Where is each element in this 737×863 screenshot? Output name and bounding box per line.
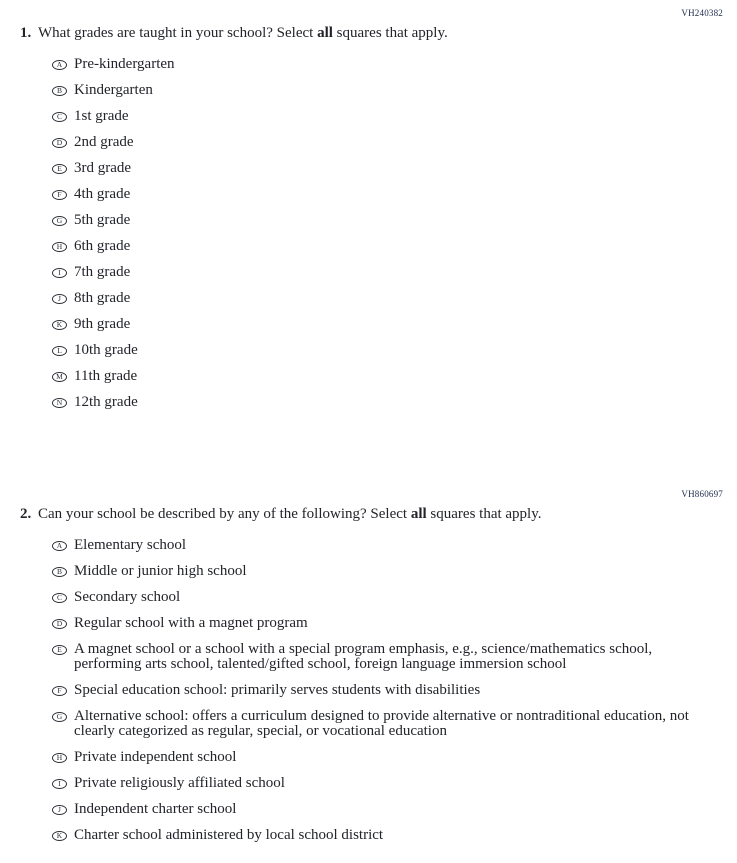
option-letter: C xyxy=(56,593,62,603)
oval-checkbox-icon[interactable] xyxy=(52,541,67,551)
option-label: Charter school administered by local school district xyxy=(74,827,384,843)
checkbox-option[interactable] xyxy=(52,776,723,791)
checkbox-option[interactable] xyxy=(52,83,723,98)
option-letter: A xyxy=(56,541,63,551)
option-label: Alternative school: offers a curriculum designed to provide alternative or nontraditional education, not clearly categorized as regular, special, or vocational education xyxy=(74,708,689,739)
option-letter: J xyxy=(58,294,61,304)
question-prompt xyxy=(20,506,723,522)
oval-checkbox-icon[interactable] xyxy=(52,805,67,815)
option-label: Pre-kindergarten xyxy=(74,56,175,72)
oval-checkbox-icon[interactable] xyxy=(52,779,67,789)
option-letter: K xyxy=(56,831,63,841)
question-prompt xyxy=(20,25,723,41)
checkbox-option[interactable] xyxy=(52,802,723,817)
option-letter: N xyxy=(56,398,63,408)
option-label: 11th grade xyxy=(74,368,138,384)
checkbox-option[interactable] xyxy=(52,291,723,306)
checkbox-option[interactable] xyxy=(52,538,723,553)
option-letter: I xyxy=(58,779,61,789)
oval-checkbox-icon[interactable] xyxy=(52,112,67,122)
option-label: A magnet school or a school with a special program emphasis, e.g., science/mathematics school, performing arts school, talented/gifted school, foreign language immersion school xyxy=(74,641,653,672)
checkbox-option[interactable] xyxy=(52,343,723,358)
option-label: 7th grade xyxy=(74,264,131,280)
question-text-after: squares that apply. xyxy=(332,25,448,41)
option-letter: D xyxy=(56,619,63,629)
option-letter: G xyxy=(56,216,63,226)
question-text-before: Can your school be described by any of the following? Select xyxy=(38,506,411,522)
oval-checkbox-icon[interactable] xyxy=(52,712,67,722)
option-label: Secondary school xyxy=(74,589,181,605)
checkbox-option[interactable] xyxy=(52,187,723,202)
checkbox-option[interactable] xyxy=(52,369,723,384)
option-label: 12th grade xyxy=(74,394,138,410)
option-label: 5th grade xyxy=(74,212,131,228)
question-number: 1. xyxy=(20,25,32,41)
option-letter: D xyxy=(56,138,63,148)
question-text-bold: all xyxy=(317,25,333,41)
checkbox-option[interactable] xyxy=(52,590,723,605)
oval-checkbox-icon[interactable] xyxy=(52,593,67,603)
oval-checkbox-icon[interactable] xyxy=(52,320,67,330)
option-letter: H xyxy=(56,753,63,763)
checkbox-option[interactable] xyxy=(52,828,723,843)
option-letter: J xyxy=(58,805,61,815)
oval-checkbox-icon[interactable] xyxy=(52,138,67,148)
option-letter: H xyxy=(56,242,63,252)
item-code: VH240382 xyxy=(681,8,723,18)
question-text xyxy=(38,25,448,41)
item-code: VH860697 xyxy=(681,489,723,499)
question-text-before: What grades are taught in your school? Select xyxy=(38,25,318,41)
option-letter: F xyxy=(57,686,62,696)
oval-checkbox-icon[interactable] xyxy=(52,294,67,304)
question-text xyxy=(38,506,542,522)
option-letter: F xyxy=(57,190,62,200)
checkbox-option[interactable] xyxy=(52,616,723,631)
oval-checkbox-icon[interactable] xyxy=(52,753,67,763)
option-label: Regular school with a magnet program xyxy=(74,615,308,631)
checkbox-option[interactable] xyxy=(52,239,723,254)
oval-checkbox-icon[interactable] xyxy=(52,346,67,356)
option-letter: I xyxy=(58,268,61,278)
option-letter: K xyxy=(56,320,63,330)
checkbox-option[interactable] xyxy=(52,750,723,765)
question-text-after: squares that apply. xyxy=(426,506,542,522)
question-1-block xyxy=(20,8,723,410)
oval-checkbox-icon[interactable] xyxy=(52,619,67,629)
checkbox-option[interactable] xyxy=(52,135,723,150)
option-label: 2nd grade xyxy=(74,134,134,150)
checkbox-option[interactable] xyxy=(52,395,723,410)
checkbox-option[interactable] xyxy=(52,317,723,332)
option-label: Private religiously affiliated school xyxy=(74,775,285,791)
checkbox-option[interactable] xyxy=(52,642,723,672)
option-letter: M xyxy=(56,372,63,382)
option-label: Elementary school xyxy=(74,537,187,553)
option-label: 1st grade xyxy=(74,108,129,124)
oval-checkbox-icon[interactable] xyxy=(52,645,67,655)
oval-checkbox-icon[interactable] xyxy=(52,268,67,278)
oval-checkbox-icon[interactable] xyxy=(52,567,67,577)
option-label: 8th grade xyxy=(74,290,131,306)
checkbox-option[interactable] xyxy=(52,683,723,698)
oval-checkbox-icon[interactable] xyxy=(52,398,67,408)
oval-checkbox-icon[interactable] xyxy=(52,831,67,841)
question-1-options xyxy=(20,57,723,410)
question-2-block xyxy=(20,489,723,843)
oval-checkbox-icon[interactable] xyxy=(52,60,67,70)
option-letter: C xyxy=(56,112,62,122)
option-label: 3rd grade xyxy=(74,160,132,176)
option-letter: G xyxy=(56,712,63,722)
question-number: 2. xyxy=(20,506,32,522)
option-label: Middle or junior high school xyxy=(74,563,247,579)
option-letter: B xyxy=(56,86,62,96)
option-label: 6th grade xyxy=(74,238,131,254)
option-label: 9th grade xyxy=(74,316,131,332)
option-label: Independent charter school xyxy=(74,801,237,817)
oval-checkbox-icon[interactable] xyxy=(52,686,67,696)
oval-checkbox-icon[interactable] xyxy=(52,164,67,174)
checkbox-option[interactable] xyxy=(52,213,723,228)
checkbox-option[interactable] xyxy=(52,161,723,176)
checkbox-option[interactable] xyxy=(52,109,723,124)
checkbox-option[interactable] xyxy=(52,265,723,280)
option-letter: A xyxy=(56,60,63,70)
oval-checkbox-icon[interactable] xyxy=(52,86,67,96)
option-letter: E xyxy=(57,164,62,174)
option-letter: B xyxy=(56,567,62,577)
checkbox-option[interactable] xyxy=(52,57,723,72)
option-letter: L xyxy=(57,346,62,356)
question-text-bold: all xyxy=(410,506,427,522)
oval-checkbox-icon[interactable] xyxy=(52,216,67,226)
option-label: Special education school: primarily serves students with disabilities xyxy=(74,682,481,698)
option-label: Private independent school xyxy=(74,749,237,765)
oval-checkbox-icon[interactable] xyxy=(52,372,67,382)
option-label: Kindergarten xyxy=(74,82,153,98)
checkbox-option[interactable] xyxy=(52,564,723,579)
oval-checkbox-icon[interactable] xyxy=(52,242,67,252)
question-2-options xyxy=(20,538,723,843)
option-label: 10th grade xyxy=(74,342,138,358)
option-label: 4th grade xyxy=(74,186,131,202)
oval-checkbox-icon[interactable] xyxy=(52,190,67,200)
checkbox-option[interactable] xyxy=(52,709,723,739)
option-letter: E xyxy=(57,645,62,655)
